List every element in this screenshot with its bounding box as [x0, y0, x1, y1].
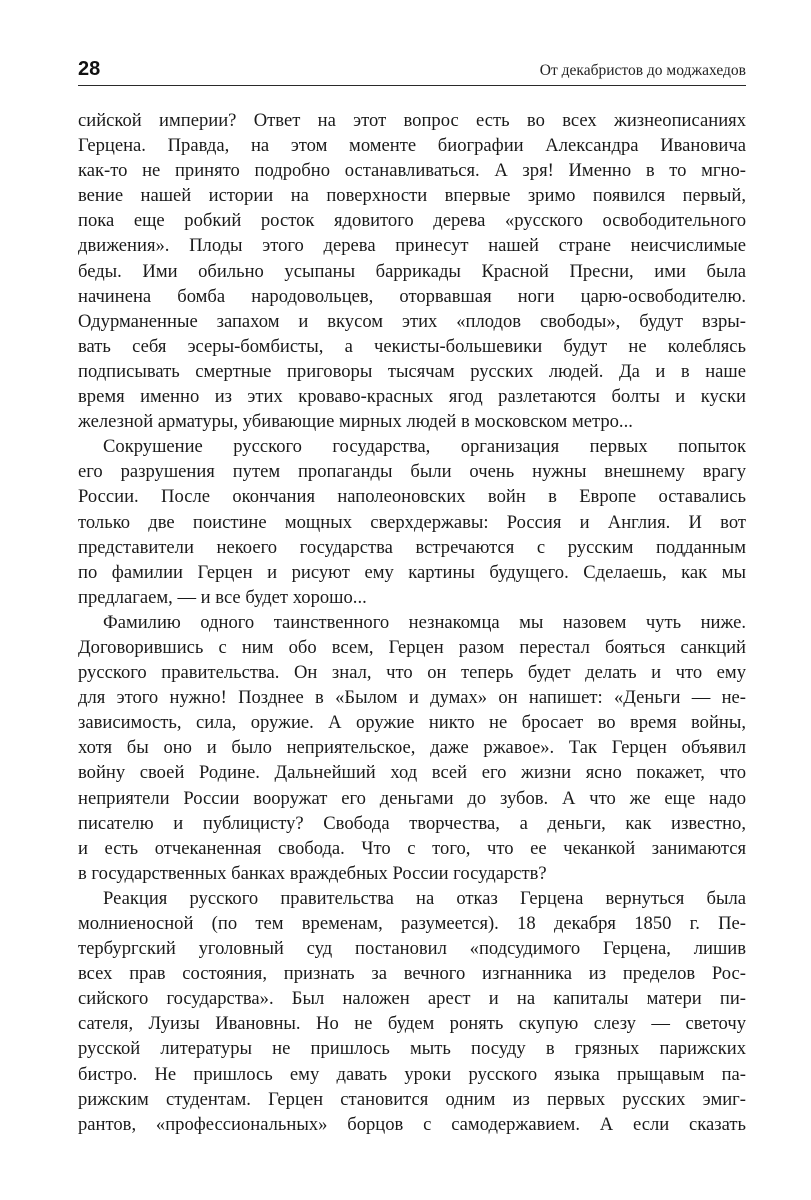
text-line: движения». Плоды этого дерева принесут нашей стране неисчислимые: [78, 235, 746, 257]
running-title: От декабристов до моджахедов: [539, 62, 746, 79]
paragraph-3: [78, 610, 746, 886]
paragraph-2: [78, 434, 746, 610]
page-number: 28: [78, 58, 101, 80]
text-line: Герцена. Правда, на этом моменте биографии Александра Ивановича: [78, 135, 746, 157]
text-line: вать себя эсеры-бомбисты, а чекисты-большевики будут не колеблясь: [78, 335, 746, 357]
text-line: начинена бомба народовольцев, оторвавшая ноги царю-освободителю.: [78, 285, 746, 307]
text-line: сийского государства». Был наложен арест и на капиталы матери пи-: [78, 988, 746, 1010]
body-text: [78, 108, 746, 1137]
text-line: представители некоего государства встречаются с русским подданным: [78, 536, 746, 558]
text-line: рижским студентам. Герцен становится одним из первых русских эмиг-: [78, 1088, 746, 1110]
text-line: русского правительства. Он знал, что он теперь будет делать и что ему: [78, 662, 746, 684]
text-line: предлагаем, — и все будет хорошо...: [78, 586, 367, 608]
text-line: сийской империи? Ответ на этот вопрос есть во всех жизнеописаниях: [78, 110, 746, 131]
text-line: только две поистине мощных сверхдержавы: Россия и Англия. И вот: [78, 511, 746, 533]
text-line: как-то не принято подробно останавливаться. А зря! Именно в то мгно-: [78, 160, 746, 182]
text-line: молниеносной (по тем временам, разумеется). 18 декабря 1850 г. Пе-: [78, 913, 746, 934]
running-head: [78, 56, 746, 86]
text-line: в государственных банках враждебных России государств?: [78, 862, 547, 884]
text-line: всех прав состояния, признать за вечного изгнанника из пределов Рос-: [78, 963, 746, 985]
text-line: Фамилию одного таинственного незнакомца мы назовем чуть ниже.: [103, 611, 746, 633]
text-line: Одурманенные запахом и вкусом этих «плодов свободы», будут взры-: [78, 310, 746, 332]
text-line: время именно из этих кроваво-красных ягод разлетаются болты и куски: [78, 386, 746, 408]
text-line: писателю и публицисту? Свобода творчества, а деньги, как известно,: [78, 812, 746, 834]
text-line: железной арматуры, убивающие мирных людей в московском метро...: [78, 411, 633, 433]
text-line: и есть отчеканенная свобода. Что с того, что ее чеканкой занимаются: [78, 837, 746, 859]
text-line: для этого нужно! Позднее в «Былом и думах» он напишет: «Деньги — не-: [78, 687, 746, 709]
paragraph-4: [78, 886, 746, 1137]
text-line: России. После окончания наполеоновских войн в Европе оставались: [78, 486, 746, 508]
text-line: по фамилии Герцен и рисуют ему картины будущего. Сделаешь, как мы: [78, 561, 746, 583]
text-line: хотя бы оно и было неприятельское, даже ржавое». Так Герцен объявил: [78, 737, 746, 759]
text-line: Сокрушение русского государства, организация первых попыток: [103, 436, 746, 458]
text-line: зависимость, сила, оружие. А оружие никто не бросает во время войны,: [78, 712, 746, 734]
text-line: рантов, «профессиональных» борцов с самодержавием. А если сказать: [78, 1113, 746, 1135]
text-line: беды. Ими обильно усыпаны баррикады Красной Пресни, ими была: [78, 260, 746, 282]
text-line: войну своей Родине. Дальнейший ход всей его жизни ясно покажет, что: [78, 762, 746, 784]
text-line: его разрушения путем пропаганды были очень нужны внешнему врагу: [78, 461, 746, 483]
book-page: [78, 56, 746, 1137]
text-line: сателя, Луизы Ивановны. Но не будем ронять скупую слезу — светочу: [78, 1013, 746, 1035]
text-line: пока еще робкий росток ядовитого дерева «русского освободительного: [78, 210, 746, 232]
text-line: Реакция русского правительства на отказ Герцена вернуться была: [103, 887, 746, 909]
text-line: неприятели России вооружат его деньгами до зубов. А что же еще надо: [78, 787, 746, 809]
text-line: тербургский уголовный суд постановил «подсудимого Герцена, лишив: [78, 938, 746, 960]
paragraph-1: [78, 108, 746, 434]
text-line: Договорившись с ним обо всем, Герцен разом перестал бояться санкций: [78, 636, 746, 658]
text-line: бистро. Не пришлось ему давать уроки русского языка прыщавым па-: [78, 1063, 746, 1085]
text-line: вение нашей истории на поверхности впервые зримо появился первый,: [78, 185, 746, 207]
text-line: русской литературы не пришлось мыть посуду в грязных парижских: [78, 1038, 746, 1060]
text-line: подписывать смертные приговоры тысячам русских людей. Да и в наше: [78, 360, 746, 382]
